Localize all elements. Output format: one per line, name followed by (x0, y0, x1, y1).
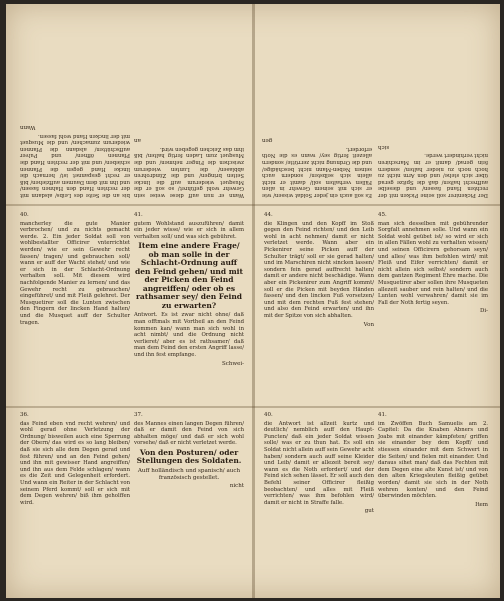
page-number: 41. (378, 412, 387, 418)
catchword: Di- (479, 308, 488, 315)
page-41-b (378, 412, 488, 508)
page-41 (134, 212, 244, 367)
page-text-2: Antwort. Es ist zwar nicht ohne/ daß man offtmals mit Vortheil an den Feind kommen kan/ wann man sich wohl in acht nimbt/ und die Ordnung nicht verlieret/ aber es ist rathsamer/ daß man dem Feind den ersten Angriff lasse/ und ihn fest empfange. (134, 312, 244, 358)
catchword: gen (262, 137, 273, 144)
section-heading: Item eine andere Frage/ ob man solle in der Schlacht-Ordnung auff den Feind gehen/ und mit der Picken den Feind angreiffen/ oder ob es rathsamer sey/ den Feind zu erwarten? (135, 241, 243, 310)
page-number: 44. (264, 212, 273, 218)
page-45 (378, 212, 488, 315)
page-top-3 (262, 18, 372, 198)
catchword: Von (363, 321, 374, 328)
page-top-2 (134, 18, 244, 198)
document-sheet (6, 4, 500, 598)
page-text: bis an die Seite des Leibs/ alsdann mit der rechten Hand den Hahnen fassen/ und ihn mit dem Daumen auffziehen/ biß er recht gespannet ist/ hernach die lincke Hand gegen die Pfannen schieben/ und mit der rechten Hand die Pfannen öffnen/ und Pulver auffschütten/ alsdann die Pfannen wiederum zumachen/ und die Musquet mit der lincken Hand wohl fassen. (20, 132, 130, 198)
section-heading: Von den Posturen/ oder Stellungen des Soldaten. (136, 447, 242, 466)
page-37 (134, 412, 244, 490)
section-subheading: Auff holländisch und spanisch/ auch französisch gestellet. (137, 467, 241, 481)
page-text: die Klingen und den Kopff im Stoß gegen den Feind richten/ und den Leib wohl in acht nehmen/ damit er nicht verletzet werde. Wann aber ein Pickenirer seine Picken auff der Schulter trägt/ soll er sie gerad halten/ und im Marschiren nicht sincken lassen/ sondern fein gerad auffrecht halten/ damit er andere nicht beschädige. Wann aber ein Pickenirer zum Angriff kommt/ soll er die Picken mit beyden Händen fassen/ und den lincken Fuß vorsetzen/ und mit dem rechten Fuß fest stehen/ und also den Feind erwarten/ und ihn mit der Spitze von sich abhalten. (264, 220, 374, 319)
page-number: 36. (20, 412, 29, 418)
page-text: mancherley die gute Manier verbrochen/ und zu nichts gemacht werde. 2. Ein jeder Soldat soll von wohlbestallter Officirer vnterrichtet werden/ wie er sein Gewehr recht fassen/ tragen/ und gebrauchen soll/ wann er auff der Wacht stehet/ und wie er sich in der Schlacht-Ordnung verhalten soll. Mit diesem wird nachfolgende Manier zu lernen/ und das Gewehr recht zu gebrauchen/ eingeführet/ und mit Fleiß gelehret. Der Musquetirer soll die Lunten zwischen den Fingern der lincken Hand halten/ und die Musquet auff der Schulter tragen. (20, 220, 130, 326)
page-40-b (264, 412, 374, 515)
catchword: Item (475, 501, 488, 508)
page-text: die Antwort ist allzeit kurtz und deutlich/ nemblich auff den Haupt-Puncten/ daß ein jeder Soldat wissen solle/ was er zu thun hat. Es soll ein Soldat nicht allein auff sein Gewehr acht haben/ sondern auch auff seine Kleider und Leib/ damit er allezeit bereit sey/ wann es die Noth erfordert/ und der Feind sich sehen lässet. Er soll auch den Befehl seiner Officirer fleißig beobachten/ und alles mit Fleiß verrichten/ was ihm befohlen wird/ damit er nicht in Straffe falle. (264, 420, 374, 506)
horizontal-fold (6, 204, 500, 206)
page-number: 40. (20, 212, 29, 218)
page-36 (20, 412, 130, 506)
page-text: Der Pickenirer soll seine Picken mit der rechten Hand fassen/ und dieselbe auffrecht halten/ daß die Spitze gerad über sich stehe/ und den Arm nicht zu hoch noch zu nieder halten/ sondern fein gerad/ damit er im Marschiren nicht verhindert werde. (378, 152, 488, 198)
page-40 (20, 212, 130, 326)
catchword: nicht (229, 483, 244, 490)
catchword: Wann (20, 124, 36, 131)
page-number: 41. (134, 212, 143, 218)
catchword: gut (364, 508, 374, 515)
catchword: Schwei- (222, 360, 244, 367)
vertical-fold (252, 4, 255, 598)
catchword: sich (378, 143, 390, 150)
page-text: Es soll auch ein jeder Soldat wissen/ wie er sich mit seinem Gewehr in allen Fällen verhalten soll/ damit er nicht allein sich selbsten/ sondern auch seinen Neben-Mann nicht beschädige/ und die Ordnung nicht zerrütte/ sondern allezeit fertig sey/ wann es die Noth erfordert. (262, 145, 372, 198)
page-text: Wann er nun auff diese weise sein Gewehr wohl geführet/ so soll er die Musquet wiederum auff die lincke Seiten bringen/ und die Zündrohren abblasen/ die Lunten wiederum zwischen die Finger nehmen/ und die Musquet zum Laden fertig halten/ biß ihm das Zeichen gegeben wird. (134, 145, 244, 198)
page-text: gutem Wohlstand auszuführen/ damit ein jeder wisse/ wie er sich in allem verhalten soll/ und was sich gebühret. (134, 220, 244, 240)
page-text: das Feind eben vnd recht wehren/ und wohl gerad ohne Verletzung der Ordnung/ bisweilen auch eine Sperrung der Obern/ das wird es so lang bleiben/ daß sie sich alle dem Degen gerad und fest führen/ und an den Feind gehen/ und ihn mit gewisser Hand angreiffen/ und ihn aus dem Felde schlagen/ wann es die Zeit und Gelegenheit erfordert. Und wann ein Reiter in der Schlacht von seinem Pferd kommt/ soll er sich mit dem Degen wehren/ biß ihm geholffen wird. (20, 420, 130, 506)
page-44 (264, 212, 374, 328)
page-text: man sich desselben mit gebührender Sorgfalt annehmen solle. Und wann ein Soldat wohl geübet ist/ so wird er sich in allen Fällen wohl zu verhalten wissen/ und seinen Officirern gehorsam seyn/ und alles/ was ihm befohlen wird/ mit Fleiß und Eifer verrichten/ damit er nicht allein sich selbst/ sondern auch dem gantzen Regiment Ehre mache. Die Musquetirer aber sollen ihre Musqueten allezeit sauber und rein halten/ und die Lunten wohl verwahren/ damit sie im Fall der Noth fertig seyen. (378, 220, 488, 306)
page-number: 45. (378, 212, 387, 218)
catchword: an (134, 137, 141, 144)
page-text: des Mannes einen langen Degen führen/ daß er damit den Feind von sich abhalten möge/ und daß er sich wohl vorsehe/ daß er nicht verletzet werde. (134, 420, 244, 447)
page-number: 40. (264, 412, 273, 418)
horizontal-fold (6, 406, 500, 408)
page-text: im Zwöffen Buch Samuelis am 2. Capitel: Da die Knaben Abners und Joabs mit einander kämpfeten/ griffen sie einander bey dem Kopff/ und stiessen einander mit dem Schwert in die Seiten/ und fielen mit einander. Und daraus sihet man/ daß das Fechten mit dem Degen eine alte Kunst ist/ und von den alten Kriegsleuten fleißig geübet worden/ damit sie sich in der Noth wehren konten/ und den Feind überwinden möchten. (378, 420, 488, 500)
page-top-4 (378, 18, 488, 198)
page-top-1 (20, 18, 130, 198)
page-number: 37. (134, 412, 143, 418)
